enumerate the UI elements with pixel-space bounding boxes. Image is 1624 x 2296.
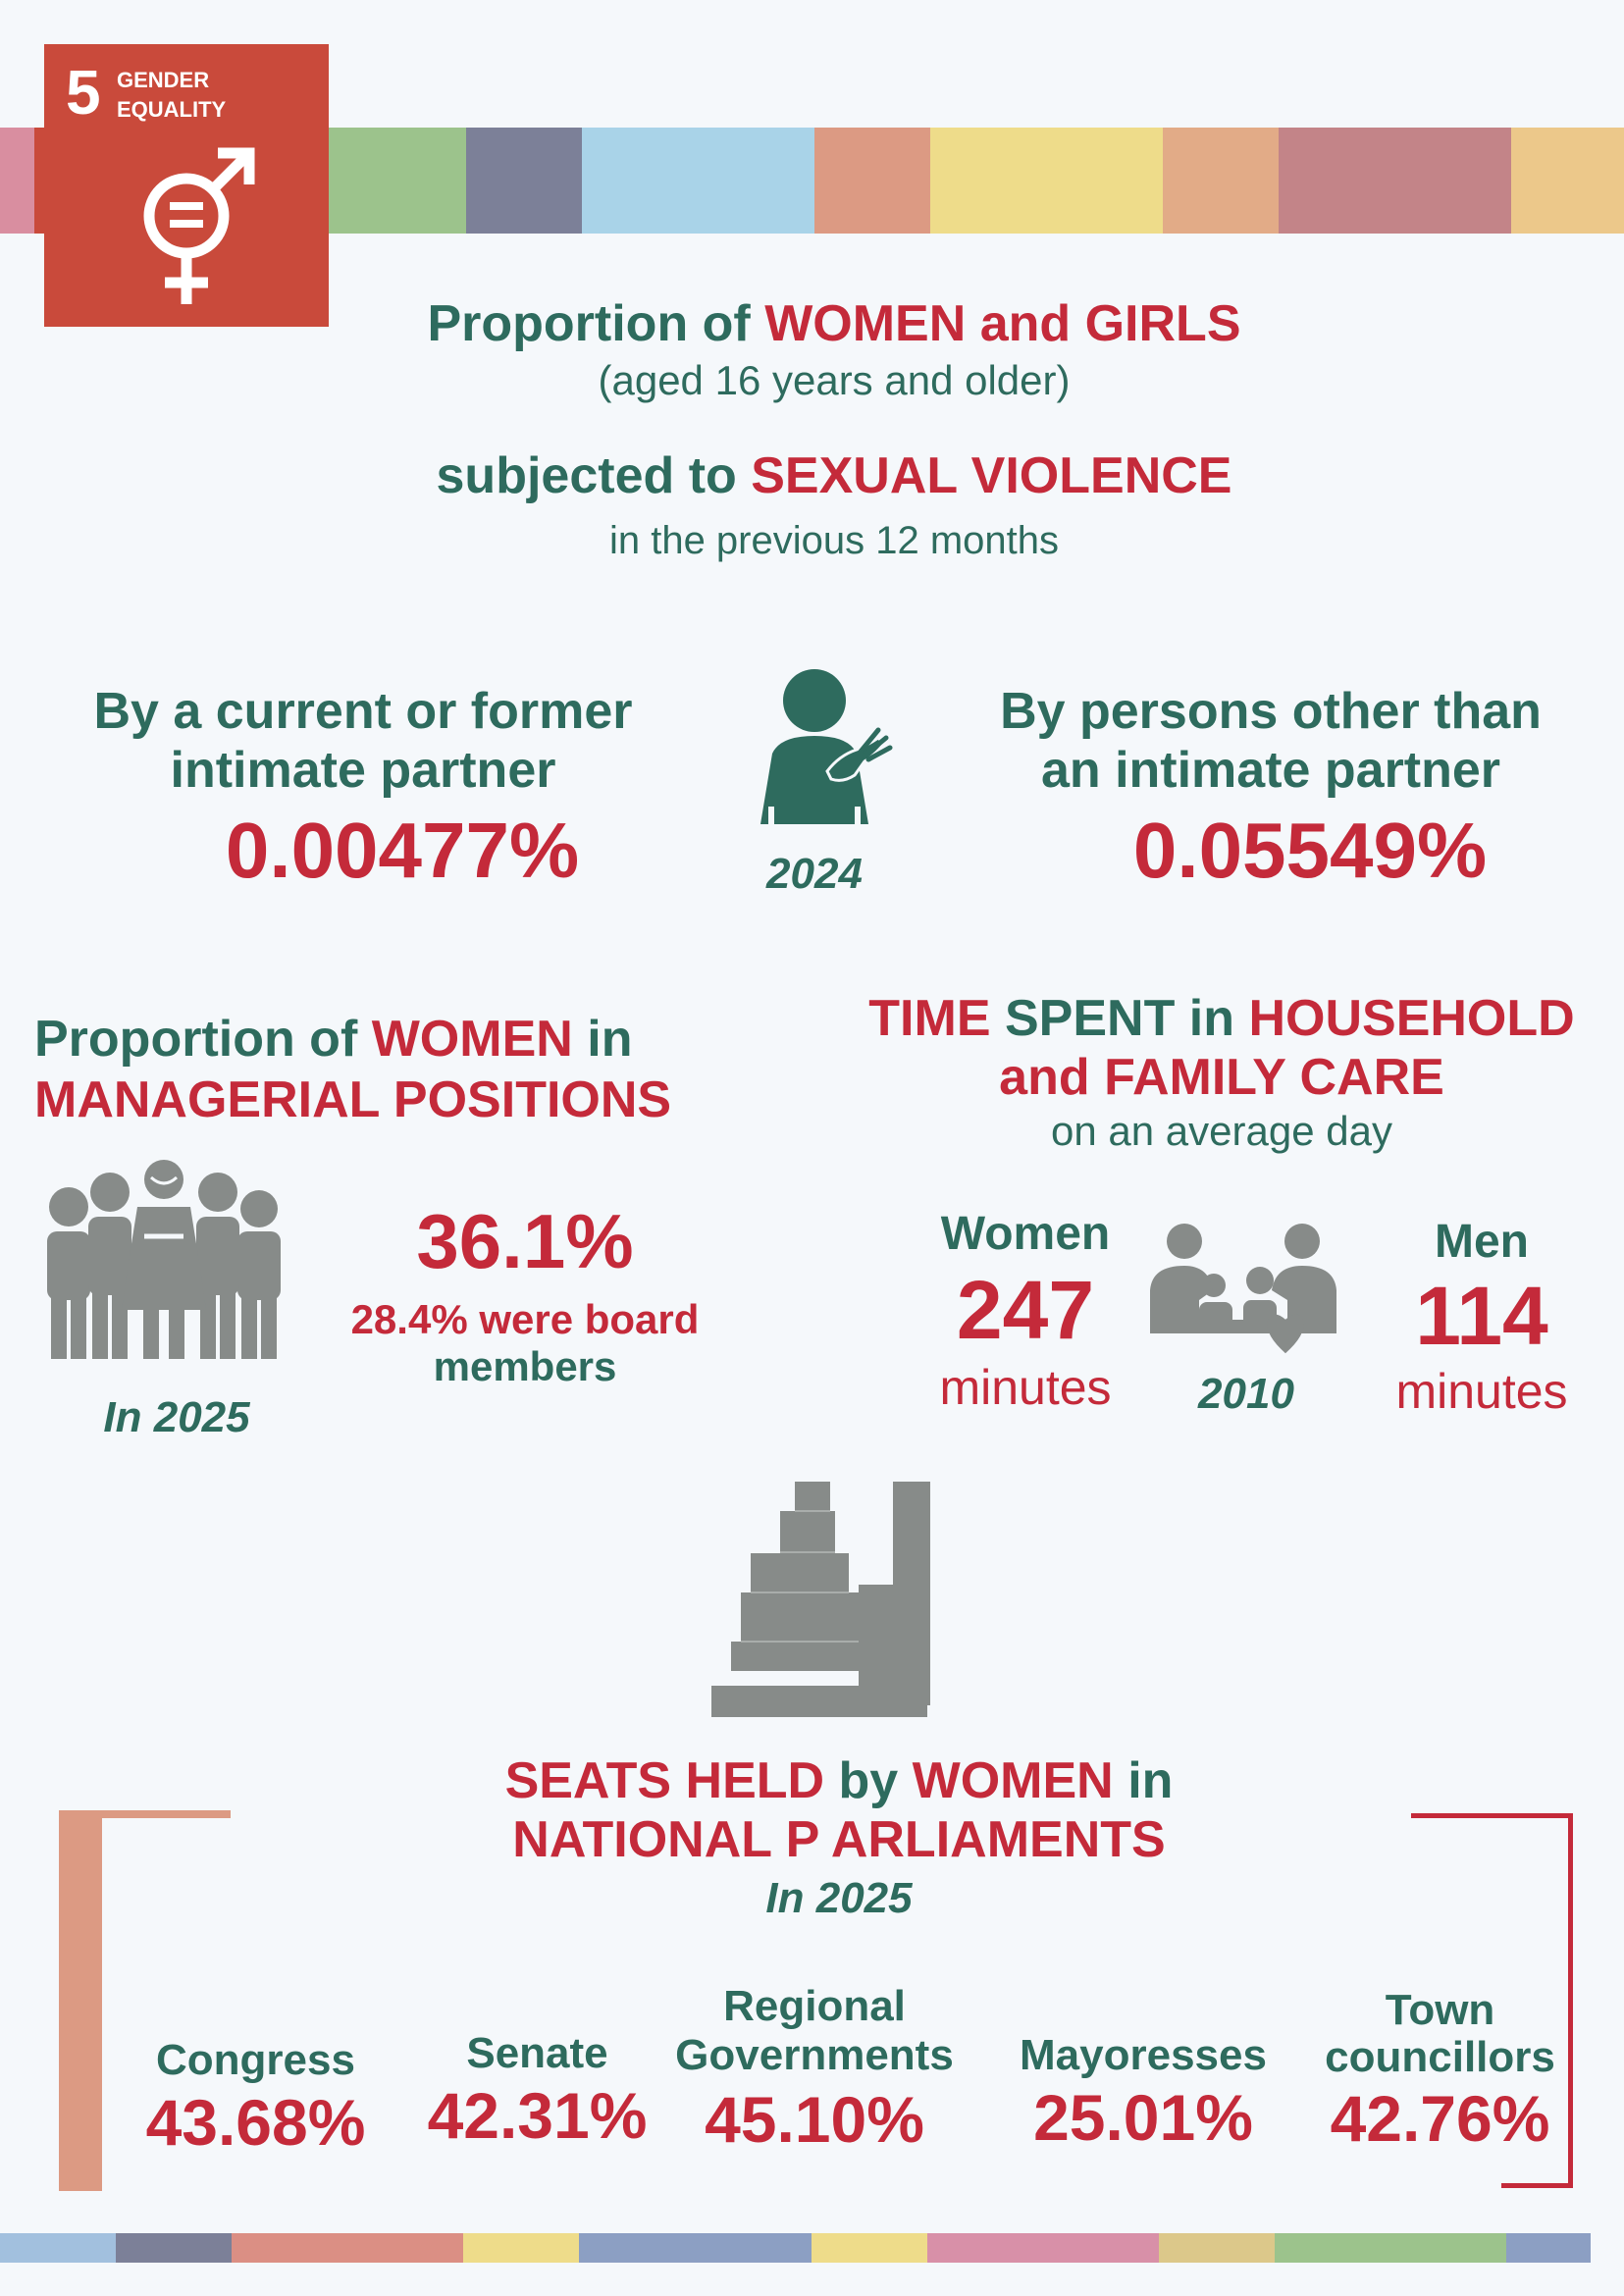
sdg-label bbox=[117, 66, 226, 125]
parliament-item-regional bbox=[657, 1982, 971, 2157]
violence-partner-label bbox=[59, 682, 667, 800]
violence-header bbox=[294, 294, 1374, 404]
violence-title-line2 bbox=[294, 446, 1374, 505]
parliament-item-mayoresses bbox=[1006, 2031, 1281, 2155]
parliament-title-line1 bbox=[393, 1751, 1285, 1810]
time-year: 2010 bbox=[1198, 1370, 1294, 1418]
time-title-part2: SPENT in bbox=[1004, 990, 1249, 1047]
violence-title bbox=[294, 294, 1374, 353]
time-men-unit: minutes bbox=[1395, 1364, 1568, 1419]
violence-partner-stat bbox=[59, 682, 667, 896]
time-title-part1: TIME bbox=[868, 990, 1005, 1047]
managerial-title-highlight: WOMEN bbox=[371, 1011, 573, 1068]
managerial-year: In 2025 bbox=[103, 1393, 250, 1441]
right-bracket-top bbox=[1411, 1813, 1573, 1818]
managerial-board-line2: members bbox=[433, 1343, 617, 1389]
violence-partner-value: 0.00477% bbox=[225, 807, 580, 894]
top-band-segment bbox=[329, 128, 466, 234]
parliament-item-value: 25.01% bbox=[1033, 2081, 1253, 2154]
parliament-item-senate bbox=[417, 2029, 657, 2153]
violence-nonpartner-label bbox=[957, 682, 1585, 800]
sdg-label-line2: EQUALITY bbox=[117, 97, 227, 122]
violence-line2-part1: subjected to bbox=[436, 447, 752, 504]
violence-title-highlight: WOMEN and GIRLS bbox=[764, 295, 1241, 352]
time-title-line2: and FAMILY CARE bbox=[999, 1049, 1444, 1106]
managerial-value: 36.1% bbox=[416, 1198, 634, 1284]
bottom-band-segment bbox=[1390, 2233, 1506, 2263]
podium-icon bbox=[707, 1477, 932, 1717]
top-band-segment bbox=[0, 128, 34, 234]
sdg-number: 5 bbox=[66, 57, 101, 128]
managerial-title-part1: Proportion of bbox=[34, 1011, 372, 1068]
time-men-value: 114 bbox=[1415, 1270, 1548, 1362]
time-women-label: Women bbox=[940, 1208, 1111, 1260]
violence-nonpartner-label-line1: By persons other than bbox=[1000, 683, 1542, 740]
parliament-item-label: Senate bbox=[466, 2029, 608, 2077]
violence-header-2 bbox=[294, 446, 1374, 563]
sdg-label-line1: GENDER bbox=[117, 68, 210, 92]
top-band-segment bbox=[814, 128, 930, 234]
top-band-segment bbox=[1163, 128, 1279, 234]
bottom-band-segment bbox=[347, 2233, 463, 2263]
person-shoulder-hand-icon bbox=[741, 665, 898, 824]
managerial-title bbox=[34, 1009, 800, 1130]
bottom-band-segment bbox=[1275, 2233, 1390, 2263]
violence-line2-highlight: SEXUAL VIOLENCE bbox=[751, 447, 1232, 504]
parliament-title-part1: SEATS HELD bbox=[504, 1752, 825, 1809]
managerial-title-line2: MANAGERIAL POSITIONS bbox=[34, 1071, 672, 1128]
parliament-item-label-line1: Regional bbox=[723, 1982, 906, 2030]
parliament-title-part3: WOMEN bbox=[912, 1752, 1114, 1809]
time-men bbox=[1364, 1215, 1599, 1420]
bottom-band-segment bbox=[1506, 2233, 1591, 2263]
time-women bbox=[913, 1207, 1138, 1416]
parliament-item-value: 42.76% bbox=[1330, 2082, 1550, 2155]
time-title bbox=[829, 989, 1614, 1156]
left-bracket-top bbox=[59, 1810, 231, 1818]
bottom-band-segment bbox=[1043, 2233, 1159, 2263]
parliament-item-label: Congress bbox=[156, 2036, 355, 2084]
time-title-line1 bbox=[829, 989, 1614, 1048]
parliament-title-line2: NATIONAL P ARLIAMENTS bbox=[512, 1811, 1166, 1868]
bottom-band-segment bbox=[0, 2233, 116, 2263]
left-bracket-bar bbox=[59, 1810, 102, 2191]
bottom-band-segment bbox=[812, 2233, 927, 2263]
violence-period: in the previous 12 months bbox=[608, 519, 1060, 562]
sdg-badge bbox=[44, 44, 329, 327]
gender-equality-icon bbox=[137, 147, 265, 309]
managerial-title-line1 bbox=[34, 1009, 800, 1070]
parliament-item-label bbox=[657, 1982, 971, 2080]
group-of-people-icon bbox=[41, 1158, 287, 1364]
time-men-label: Men bbox=[1435, 1216, 1529, 1268]
bottom-band-segment bbox=[463, 2233, 579, 2263]
time-title-part3: HOUSEHOLD bbox=[1248, 990, 1575, 1047]
managerial-title-part3: in bbox=[572, 1011, 633, 1068]
parliament-item-value: 45.10% bbox=[705, 2083, 924, 2156]
parliament-title-part4: in bbox=[1113, 1752, 1174, 1809]
time-women-value: 247 bbox=[956, 1264, 1095, 1356]
bottom-band-segment bbox=[927, 2233, 1043, 2263]
top-band-segment bbox=[930, 128, 1163, 234]
parliament-item-value: 43.68% bbox=[145, 2086, 366, 2159]
top-band-segment bbox=[466, 128, 582, 234]
parliament-item-town-councillors bbox=[1310, 1987, 1570, 2156]
bottom-band-segment bbox=[232, 2233, 347, 2263]
parliament-item-label: Mayoresses bbox=[1020, 2031, 1267, 2079]
parliament-item-value: 42.31% bbox=[427, 2079, 648, 2152]
parliament-title bbox=[393, 1751, 1285, 1928]
violence-nonpartner-label-line2: an intimate partner bbox=[1040, 742, 1501, 799]
family-care-icon bbox=[1150, 1222, 1336, 1369]
top-band-segment bbox=[1279, 128, 1511, 234]
bottom-band-segment bbox=[116, 2233, 232, 2263]
parliament-title-part2: by bbox=[824, 1752, 913, 1809]
top-band-segment bbox=[1511, 128, 1624, 234]
bottom-band-segment bbox=[1159, 2233, 1275, 2263]
time-women-unit: minutes bbox=[939, 1360, 1112, 1415]
parliament-year: In 2025 bbox=[765, 1874, 913, 1922]
bottom-band-segment bbox=[579, 2233, 812, 2263]
parliament-item-label-line1: Town bbox=[1385, 1986, 1495, 2034]
time-subtitle: on an average day bbox=[1051, 1108, 1392, 1154]
violence-partner-label-line1: By a current or former bbox=[93, 683, 633, 740]
managerial-board-line1: 28.4% were board bbox=[350, 1296, 700, 1342]
parliament-item-label-line2: councillors bbox=[1325, 2033, 1555, 2081]
top-band-segment bbox=[582, 128, 814, 234]
parliament-item-label-line2: Governments bbox=[675, 2031, 954, 2079]
parliament-item-congress bbox=[135, 2036, 376, 2160]
violence-title-part1: Proportion of bbox=[427, 295, 765, 352]
right-bracket-bottom bbox=[1501, 2183, 1573, 2188]
violence-nonpartner-value: 0.05549% bbox=[1132, 807, 1488, 894]
violence-nonpartner-stat bbox=[957, 682, 1585, 896]
violence-year: 2024 bbox=[766, 850, 863, 898]
violence-partner-label-line2: intimate partner bbox=[170, 742, 556, 799]
violence-subtitle: (aged 16 years and older) bbox=[598, 357, 1071, 403]
parliament-item-label bbox=[1310, 1987, 1570, 2081]
bottom-color-band bbox=[0, 2233, 1624, 2263]
managerial-stats bbox=[314, 1197, 736, 1390]
managerial-board bbox=[314, 1296, 736, 1390]
